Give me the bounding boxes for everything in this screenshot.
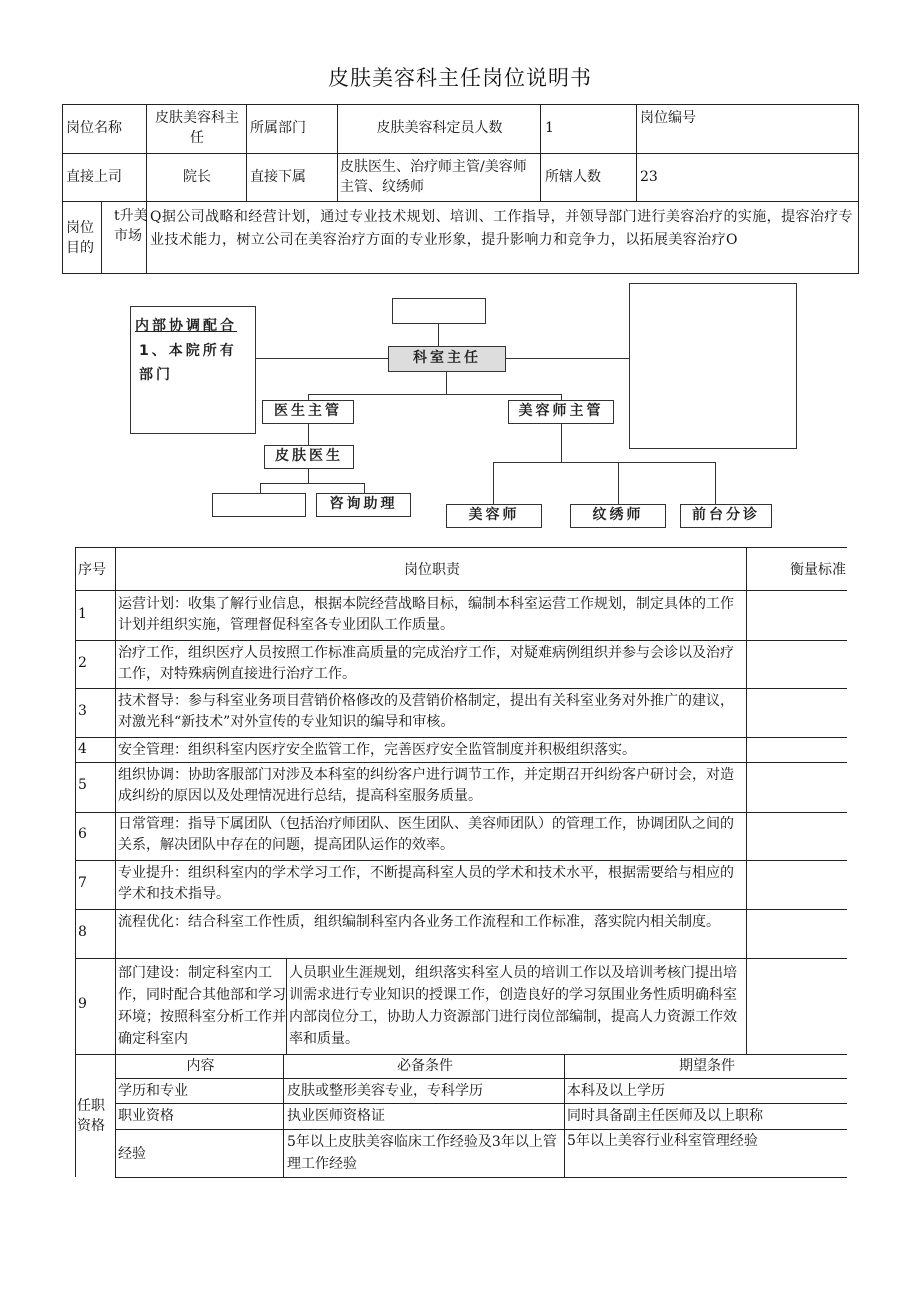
doctor-supervisor-box: 医生主管 bbox=[262, 400, 354, 424]
beautician-supervisor-box: 美容师主管 bbox=[508, 400, 614, 424]
purpose-text: Q据公司战略和经营计划，通过专业技术规划、培训、工作指导，并领导部门进行美容治疗的实施，提容治疗专业技术能力，树立公司在美容治疗方面的专业形象，提升影响力和竞争力，以拓展美容治疗O bbox=[150, 209, 854, 248]
purpose-label: 岗位目的 bbox=[66, 220, 94, 256]
superior-label: 直接上司 bbox=[66, 169, 122, 185]
internal-coordination-text: 1、本院所有部门 bbox=[139, 343, 237, 383]
duties-header-duty: 岗位职责 bbox=[404, 562, 460, 578]
duty-text: 流程优化：结合科室工作性质，组织编制科室内各业务工作流程和工作标准，落实院内相关制度。 bbox=[118, 914, 720, 930]
duty-9-left-text: 部门建设：制定科室内工作，同时配合其他部和学习环境；按照科室分析工作并确定科室内 bbox=[118, 965, 286, 1047]
qualification-expected: 5年以上美容行业科室管理经验 bbox=[567, 1133, 758, 1149]
subordinate-label: 直接下属 bbox=[250, 169, 306, 185]
front-desk-box: 前台分诊 bbox=[680, 504, 772, 528]
superior-value: 院长 bbox=[183, 169, 211, 185]
purpose-side-text: t升美市场 bbox=[114, 208, 148, 244]
internal-coordination-box bbox=[130, 306, 256, 434]
dermatologist-box: 皮肤医生 bbox=[264, 445, 354, 469]
empty-box-bottom bbox=[212, 493, 306, 517]
position-name-value: 皮肤美容科主任 bbox=[155, 110, 239, 146]
managed-count-value: 23 bbox=[640, 169, 658, 185]
duty-text: 运营计划：收集了解行业信息，根据本院经营战略目标，编制本科室运营工作规划，制定具体的工作计划并组织实施，管理督促科室各专业团队工作质量。 bbox=[118, 596, 734, 633]
duty-index: 2 bbox=[78, 655, 87, 671]
position-name-label: 岗位名称 bbox=[66, 120, 122, 136]
department-label: 所属部门 bbox=[250, 120, 306, 136]
empty-box-top bbox=[392, 298, 486, 324]
qualification-expected: 本科及以上学历 bbox=[567, 1083, 665, 1099]
qualification-required: 5年以上皮肤美容临床工作经验及3年以上管理工作经验 bbox=[287, 1134, 557, 1172]
qualification-required: 皮肤或整形美容专业，专科学历 bbox=[287, 1083, 483, 1099]
duty-text: 安全管理：组织科室内医疗安全监管工作，完善医疗安全监管制度并积极组织落实。 bbox=[118, 742, 636, 758]
qualification-expected: 同时具备副主任医师及以上职称 bbox=[567, 1108, 763, 1124]
qualification-item: 职业资格 bbox=[118, 1108, 174, 1124]
duty-9-right-text: 人员职业生涯规划，组织落实科室人员的培训工作以及培训考核门提出培训需求进行专业知识的授课工作，创造良好的学习氛围业务性质明确科室内部岗位分工，协助人力资源部门进行岗位部编制，提高人力资源工作效率和质量。 bbox=[289, 965, 737, 1047]
director-box: 科室主任 bbox=[388, 346, 506, 372]
duties-header-measure: 衡量标准 bbox=[790, 562, 846, 578]
page-title: 皮肤美容科主任岗位说明书 bbox=[328, 66, 592, 90]
qualification-item: 经验 bbox=[118, 1146, 146, 1162]
qualifications-header-required: 必备条件 bbox=[397, 1058, 453, 1074]
internal-coordination-title: 内部协调配合 bbox=[135, 318, 237, 334]
duty-index: 4 bbox=[78, 741, 87, 757]
duty-index: 8 bbox=[78, 924, 87, 940]
qualifications-header-content: 内容 bbox=[186, 1058, 215, 1074]
headcount-value: 1 bbox=[545, 120, 554, 136]
duty-text: 治疗工作，组织医疗人员按照工作标准高质量的完成治疗工作，对疑难病例组织并参与会诊以及治疗工作，对特殊病例直接进行治疗工作。 bbox=[118, 645, 734, 682]
qualifications-header-expected: 期望条件 bbox=[679, 1058, 735, 1074]
duty-index: 9 bbox=[78, 996, 87, 1012]
empty-box-right bbox=[629, 283, 797, 449]
duty-index: 6 bbox=[78, 826, 87, 842]
duty-text: 专业提升：组织科室内的学术学习工作，不断提高科室人员的学术和技术水平，根据需要给与相应的学术和技术指导。 bbox=[118, 865, 734, 902]
duty-text: 技术督导：参与科室业务项目营销价格修改的及营销价格制定，提出有关科室业务对外推广的建议，对激光科“新技术”对外宣传的专业知识的编导和审核。 bbox=[118, 693, 734, 730]
duty-text: 日常管理：指导下属团队（包括治疗师团队、医生团队、美容师团队）的管理工作，协调团队之间的关系，解决团队中存在的问题，提高团队运作的效率。 bbox=[118, 816, 734, 853]
managed-count-label: 所辖人数 bbox=[545, 169, 601, 185]
duties-header-index: 序号 bbox=[78, 562, 106, 578]
duty-index: 5 bbox=[78, 777, 87, 793]
headcount-label: 皮肤美容科定员人数 bbox=[376, 120, 503, 136]
duty-index: 7 bbox=[78, 875, 87, 891]
tattoo-artist-box: 纹绣师 bbox=[570, 504, 666, 528]
qualification-required: 执业医师资格证 bbox=[287, 1108, 385, 1124]
beautician-box: 美容师 bbox=[446, 504, 542, 528]
consult-assistant-box: 咨询助理 bbox=[316, 493, 411, 517]
qualification-item: 学历和专业 bbox=[118, 1083, 188, 1099]
duty-index: 3 bbox=[78, 703, 87, 719]
subordinate-value: 皮肤医生、治疗师主管/美容师主管、纹绣师 bbox=[340, 159, 527, 195]
duty-text: 组织协调：协助客服部门对涉及本科室的纠纷客户进行调节工作，并定期召开纠纷客户研讨会，对造成纠纷的原因以及处理情况进行总结，提高科室服务质量。 bbox=[118, 767, 734, 804]
position-code-label: 岗位编号 bbox=[640, 110, 696, 126]
qualifications-label: 任职资格 bbox=[77, 1098, 105, 1134]
duty-index: 1 bbox=[78, 606, 87, 622]
